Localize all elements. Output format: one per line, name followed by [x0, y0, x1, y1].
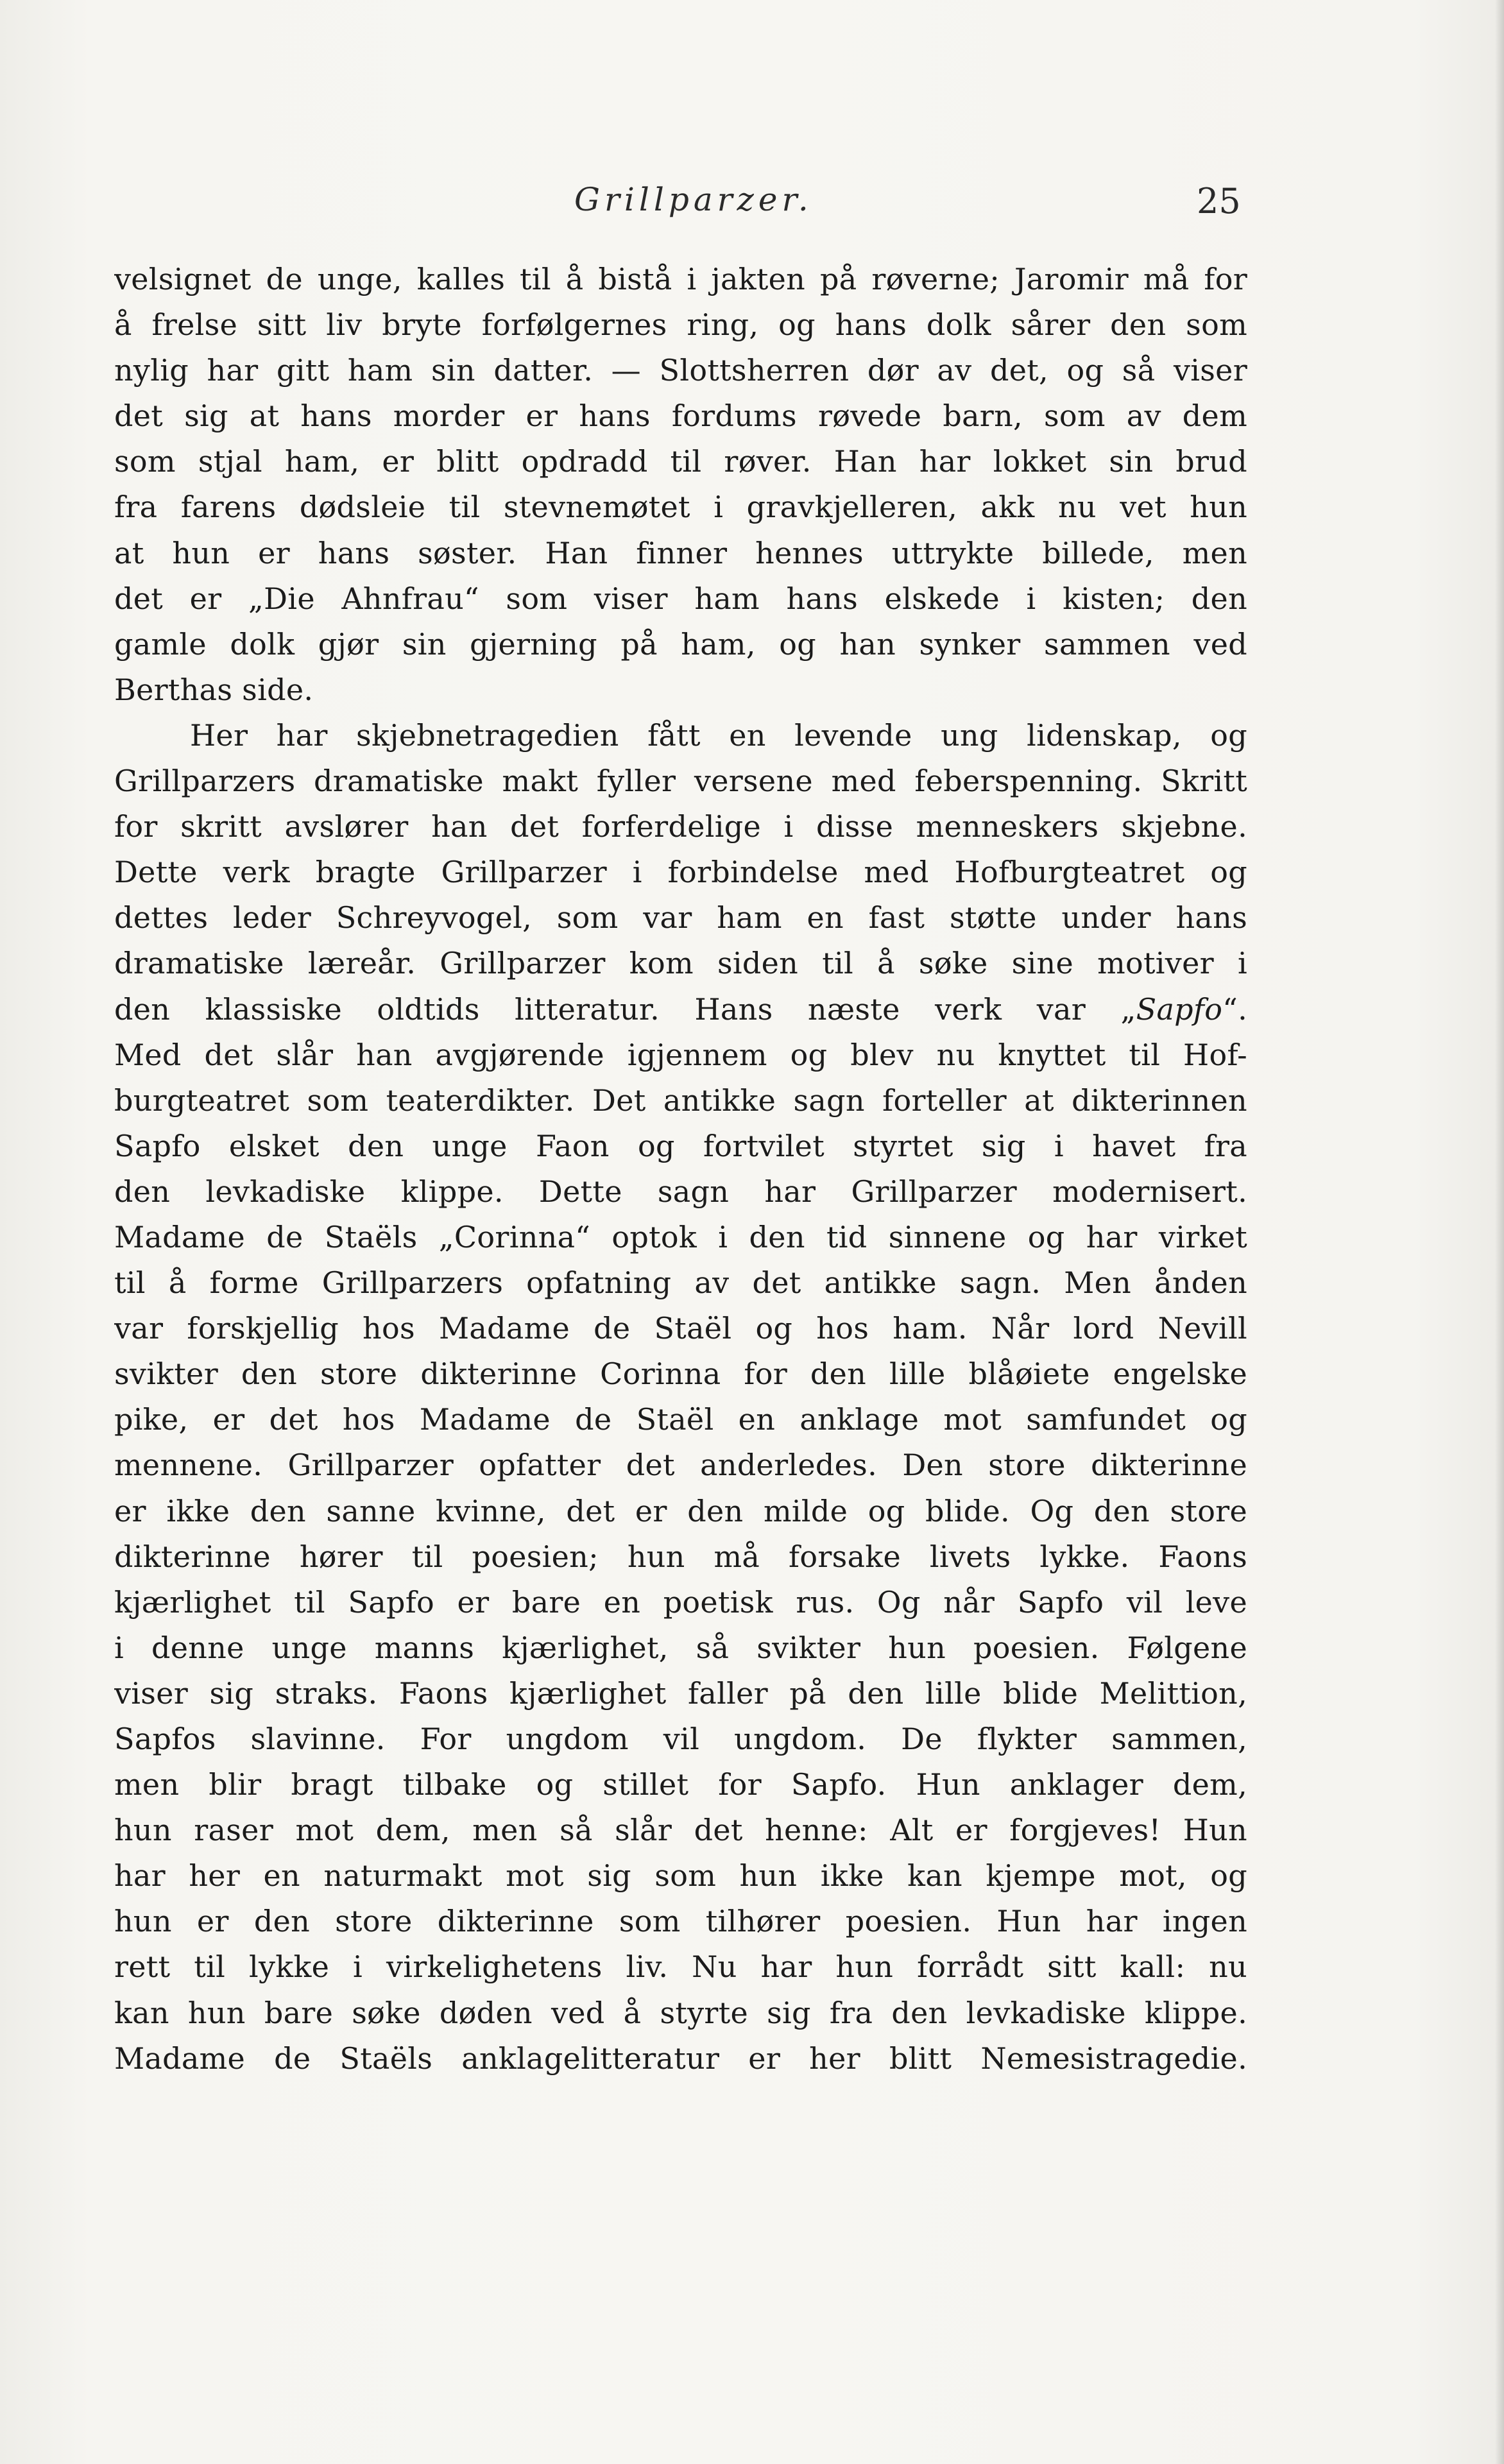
text-line: Madame de Staëls „Corinna“ optok i den tid sinnene og har virket [114, 1219, 1247, 1254]
text-line: men blir bragt tilbake og stillet for Sapfo. Hun anklager dem, [114, 1767, 1247, 1802]
text-line: pike, er det hos Madame de Staël en anklage mot samfundet og [114, 1402, 1247, 1437]
text-segment: den klassiske oldtids litteratur. Hans næste verk var „ [114, 991, 1136, 1027]
text-segment: “. [1222, 991, 1247, 1027]
text-line: nylig har gitt ham sin datter. — Slottsherren dør av det, og så viser [114, 353, 1247, 388]
text-line: som stjal ham, er blitt opdradd til røver. Han har lokket sin brud [114, 444, 1247, 479]
text-line: dramatiske læreår. Grillparzer kom siden til å søke sine motiver i [114, 946, 1247, 981]
text-line: hun raser mot dem, men så slår det henne: Alt er forgjeves! Hun [114, 1813, 1247, 1848]
text-line: den levkadiske klippe. Dette sagn har Grillparzer modernisert. [114, 1174, 1247, 1209]
text-line: Berthas side. [114, 672, 314, 707]
text-line: Dette verk bragte Grillparzer i forbindelse med Hofburgteatret og [114, 855, 1247, 890]
text-line: svikter den store dikterinne Corinna for den lille blåøiete engelske [114, 1356, 1247, 1392]
page-edge-shadow [1495, 0, 1504, 2464]
play-title-sapfo: Sapfo [1136, 991, 1223, 1027]
text-line: kan hun bare søke døden ved å styrte sig fra den levkadiske klippe. [114, 1995, 1247, 2030]
page-number: 25 [1197, 181, 1241, 221]
text-line: Sapfo elsket den unge Faon og fortvilet styrtet sig i havet fra [114, 1128, 1247, 1163]
text-line: kjærlighet til Sapfo er bare en poetisk rus. Og når Sapfo vil leve [114, 1584, 1247, 1620]
text-line: gamle dolk gjør sin gjerning på ham, og han synker sammen ved [114, 626, 1247, 662]
text-line: hun er den store dikterinne som tilhører poesien. Hun har ingen [114, 1904, 1247, 1939]
text-line: viser sig straks. Faons kjærlighet faller på den lille blide Melittion, [114, 1675, 1247, 1711]
body-text [114, 257, 1247, 2082]
text-line: å frelse sitt liv bryte forfølgernes ring, og hans dolk sårer den som [114, 307, 1247, 343]
text-line: fra farens dødsleie til stevnemøtet i gravkjelleren, akk nu vet hun [114, 490, 1247, 525]
text-line: har her en naturmakt mot sig som hun ikke kan kjempe mot, og [114, 1858, 1247, 1894]
text-line: Madame de Staëls anklagelitteratur er her blitt Nemesistragedie. [114, 2041, 1247, 2076]
text-line: det sig at hans morder er hans fordums røvede barn, som av dem [114, 398, 1247, 434]
text-line: Med det slår han avgjørende igjennem og blev nu knyttet til Hof- [114, 1037, 1247, 1072]
text-line: i denne unge manns kjærlighet, så svikter hun poesien. Følgene [114, 1630, 1247, 1665]
paragraph-start-line: Her har skjebnetragedien fått en levende ung lidenskap, og [190, 717, 1247, 753]
text-line: for skritt avslører han det forferdelige i disse menneskers skjebne. [114, 809, 1247, 844]
text-line: rett til lykke i virkelighetens liv. Nu har hun forrådt sitt kall: nu [114, 1949, 1247, 1985]
text-line: var forskjellig hos Madame de Staël og hos ham. Når lord Nevill [114, 1311, 1247, 1346]
text-line: til å forme Grillparzers opfatning av det antikke sagn. Men ånden [114, 1265, 1247, 1301]
text-line: mennene. Grillparzer opfatter det anderledes. Den store dikterinne [114, 1448, 1247, 1483]
text-line: Sapfos slavinne. For ungdom vil ungdom. De flykter sammen, [114, 1722, 1247, 1756]
text-line: Grillparzers dramatiske makt fyller versene med feberspenning. Skritt [114, 764, 1247, 799]
text-line: velsignet de unge, kalles til å bistå i jakten på røverne; Jaromir må for [114, 262, 1247, 296]
text-line: dettes leder Schreyvogel, som var ham en fast støtte under hans [114, 900, 1247, 936]
running-title: Grillparzer. [574, 181, 813, 218]
text-line: at hun er hans søster. Han finner hennes uttrykte billede, men [114, 535, 1247, 570]
text-line: dikterinne hører til poesien; hun må forsake livets lykke. Faons [114, 1539, 1247, 1574]
text-line-with-title [114, 987, 1247, 1032]
text-line: burgteatret som teaterdikter. Det antikke sagn forteller at dikterinnen [114, 1082, 1247, 1118]
text-line: er ikke den sanne kvinne, det er den milde og blide. Og den store [114, 1493, 1247, 1528]
text-line: det er „Die Ahnfrau“ som viser ham hans elskede i kisten; den [114, 581, 1247, 616]
